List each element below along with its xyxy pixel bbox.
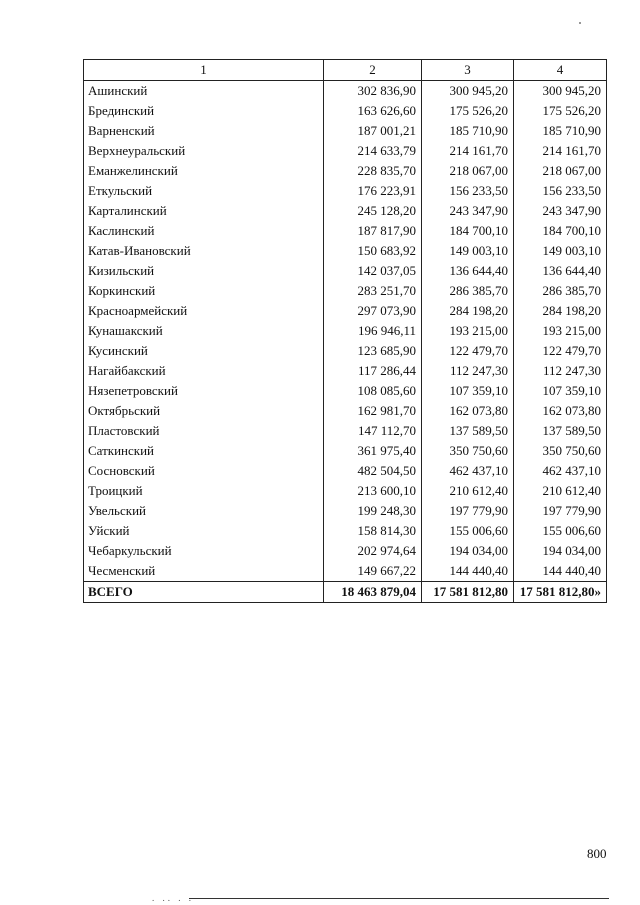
value-cell-4: 162 073,80 (514, 401, 607, 421)
value-cell-2: 176 223,91 (324, 181, 422, 201)
value-cell-3: 197 779,90 (422, 501, 514, 521)
value-cell-2: 117 286,44 (324, 361, 422, 381)
value-cell-4: 136 644,40 (514, 261, 607, 281)
table-row (84, 421, 607, 441)
value-cell-3: 112 247,30 (422, 361, 514, 381)
value-cell-4: 218 067,00 (514, 161, 607, 181)
value-cell-4: 185 710,90 (514, 121, 607, 141)
table-row (84, 441, 607, 461)
district-name-cell: Чесменский (84, 561, 324, 582)
district-name-cell: Октябрьский (84, 401, 324, 421)
district-name-cell: Увельский (84, 501, 324, 521)
value-cell-2: 482 504,50 (324, 461, 422, 481)
page-number: 800 (587, 846, 607, 861)
value-cell-3: 156 233,50 (422, 181, 514, 201)
value-cell-3: 122 479,70 (422, 341, 514, 361)
table-row (84, 181, 607, 201)
value-cell-4: 149 003,10 (514, 241, 607, 261)
value-cell-3: 162 073,80 (422, 401, 514, 421)
total-row (84, 582, 607, 603)
column-header-3: 3 (422, 60, 514, 81)
value-cell-4: 193 215,00 (514, 321, 607, 341)
value-cell-3: 136 644,40 (422, 261, 514, 281)
value-cell-4: 122 479,70 (514, 341, 607, 361)
total-value-3: 17 581 812,80 (422, 582, 514, 603)
district-name-cell: Карталинский (84, 201, 324, 221)
value-cell-3: 155 006,60 (422, 521, 514, 541)
table-row (84, 461, 607, 481)
value-cell-2: 283 251,70 (324, 281, 422, 301)
table-row (84, 101, 607, 121)
value-cell-2: 149 667,22 (324, 561, 422, 582)
value-cell-4: 214 161,70 (514, 141, 607, 161)
table-row (84, 281, 607, 301)
value-cell-3: 144 440,40 (422, 561, 514, 582)
value-cell-3: 214 161,70 (422, 141, 514, 161)
district-name-cell: Нязепетровский (84, 381, 324, 401)
table-row (84, 521, 607, 541)
table-row (84, 381, 607, 401)
value-cell-4: 184 700,10 (514, 221, 607, 241)
budget-table (83, 59, 607, 603)
value-cell-2: 302 836,90 (324, 81, 422, 102)
value-cell-2: 214 633,79 (324, 141, 422, 161)
table-row (84, 141, 607, 161)
value-cell-2: 202 974,64 (324, 541, 422, 561)
table-row (84, 341, 607, 361)
value-cell-3: 194 034,00 (422, 541, 514, 561)
district-name-cell: Нагайбакский (84, 361, 324, 381)
district-name-cell: Пластовский (84, 421, 324, 441)
value-cell-4: 137 589,50 (514, 421, 607, 441)
value-cell-2: 228 835,70 (324, 161, 422, 181)
district-name-cell: Варненский (84, 121, 324, 141)
table-row (84, 561, 607, 582)
table-row (84, 501, 607, 521)
table-row (84, 201, 607, 221)
total-value-2: 18 463 879,04 (324, 582, 422, 603)
table-row (84, 301, 607, 321)
value-cell-4: 300 945,20 (514, 81, 607, 102)
district-name-cell: Брединский (84, 101, 324, 121)
table-row (84, 481, 607, 501)
value-cell-3: 286 385,70 (422, 281, 514, 301)
district-name-cell: Ашинский (84, 81, 324, 102)
value-cell-2: 147 112,70 (324, 421, 422, 441)
district-name-cell: Чебаркульский (84, 541, 324, 561)
value-cell-4: 462 437,10 (514, 461, 607, 481)
footer-dots: . .. . . (152, 893, 194, 903)
value-cell-2: 163 626,60 (324, 101, 422, 121)
footer-rule (189, 898, 609, 899)
district-name-cell: Троицкий (84, 481, 324, 501)
district-name-cell: Еманжелинский (84, 161, 324, 181)
value-cell-3: 185 710,90 (422, 121, 514, 141)
value-cell-3: 243 347,90 (422, 201, 514, 221)
value-cell-3: 107 359,10 (422, 381, 514, 401)
table-row (84, 541, 607, 561)
total-value-4: 17 581 812,80» (514, 582, 607, 603)
value-cell-4: 107 359,10 (514, 381, 607, 401)
value-cell-2: 297 073,90 (324, 301, 422, 321)
table-row (84, 261, 607, 281)
value-cell-2: 158 814,30 (324, 521, 422, 541)
district-name-cell: Верхнеуральский (84, 141, 324, 161)
table-row (84, 81, 607, 102)
table-body (84, 81, 607, 603)
value-cell-4: 210 612,40 (514, 481, 607, 501)
district-name-cell: Еткульский (84, 181, 324, 201)
value-cell-3: 350 750,60 (422, 441, 514, 461)
value-cell-2: 123 685,90 (324, 341, 422, 361)
table-row (84, 361, 607, 381)
district-name-cell: Кунашакский (84, 321, 324, 341)
value-cell-3: 210 612,40 (422, 481, 514, 501)
value-cell-2: 213 600,10 (324, 481, 422, 501)
value-cell-2: 108 085,60 (324, 381, 422, 401)
district-name-cell: Уйский (84, 521, 324, 541)
value-cell-2: 196 946,11 (324, 321, 422, 341)
table-row (84, 221, 607, 241)
value-cell-4: 243 347,90 (514, 201, 607, 221)
value-cell-4: 156 233,50 (514, 181, 607, 201)
total-label: ВСЕГО (84, 582, 324, 603)
value-cell-2: 361 975,40 (324, 441, 422, 461)
value-cell-2: 187 001,21 (324, 121, 422, 141)
value-cell-2: 187 817,90 (324, 221, 422, 241)
table-row (84, 401, 607, 421)
table-row (84, 321, 607, 341)
page-mark (579, 22, 581, 24)
column-header-2: 2 (324, 60, 422, 81)
value-cell-3: 193 215,00 (422, 321, 514, 341)
value-cell-4: 175 526,20 (514, 101, 607, 121)
value-cell-2: 142 037,05 (324, 261, 422, 281)
table-row (84, 161, 607, 181)
value-cell-3: 184 700,10 (422, 221, 514, 241)
value-cell-3: 462 437,10 (422, 461, 514, 481)
value-cell-4: 284 198,20 (514, 301, 607, 321)
column-header-4: 4 (514, 60, 607, 81)
district-name-cell: Катав-Ивановский (84, 241, 324, 261)
value-cell-3: 137 589,50 (422, 421, 514, 441)
district-name-cell: Коркинский (84, 281, 324, 301)
district-name-cell: Кизильский (84, 261, 324, 281)
value-cell-3: 218 067,00 (422, 161, 514, 181)
value-cell-3: 300 945,20 (422, 81, 514, 102)
value-cell-2: 199 248,30 (324, 501, 422, 521)
value-cell-4: 197 779,90 (514, 501, 607, 521)
value-cell-2: 162 981,70 (324, 401, 422, 421)
value-cell-4: 194 034,00 (514, 541, 607, 561)
value-cell-4: 144 440,40 (514, 561, 607, 582)
value-cell-3: 284 198,20 (422, 301, 514, 321)
district-name-cell: Каслинский (84, 221, 324, 241)
district-name-cell: Сосновский (84, 461, 324, 481)
district-name-cell: Красноармейский (84, 301, 324, 321)
header-row (84, 60, 607, 81)
district-name-cell: Кусинский (84, 341, 324, 361)
value-cell-2: 150 683,92 (324, 241, 422, 261)
value-cell-4: 155 006,60 (514, 521, 607, 541)
value-cell-4: 286 385,70 (514, 281, 607, 301)
value-cell-3: 149 003,10 (422, 241, 514, 261)
table-row (84, 241, 607, 261)
value-cell-2: 245 128,20 (324, 201, 422, 221)
column-header-1: 1 (84, 60, 324, 81)
value-cell-4: 350 750,60 (514, 441, 607, 461)
table-row (84, 121, 607, 141)
value-cell-3: 175 526,20 (422, 101, 514, 121)
value-cell-4: 112 247,30 (514, 361, 607, 381)
district-name-cell: Саткинский (84, 441, 324, 461)
